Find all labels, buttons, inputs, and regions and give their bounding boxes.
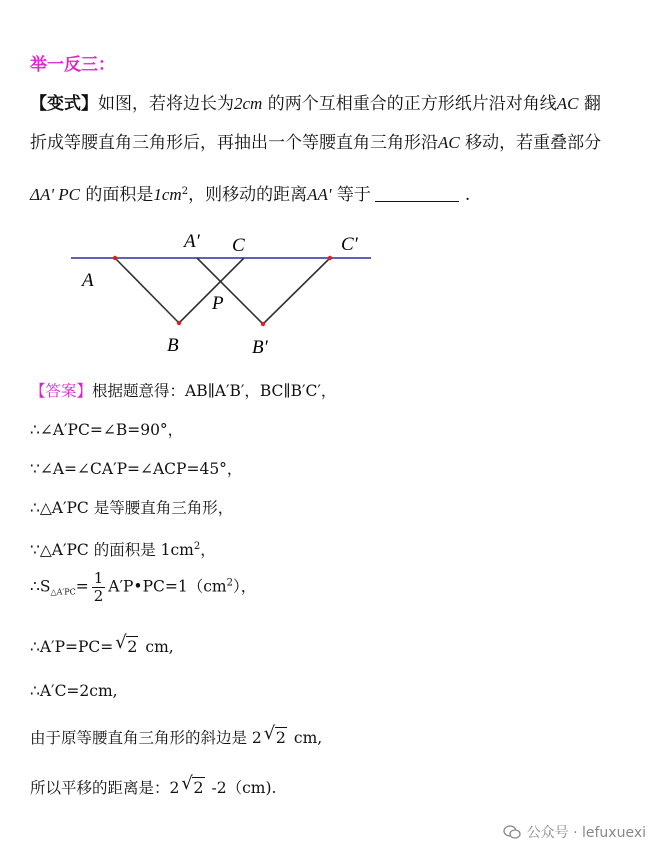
geometry-diagram [0, 225, 662, 365]
answer-blank[interactable] [375, 185, 459, 202]
watermark [503, 822, 646, 842]
answer-label: 【答案】 [30, 382, 93, 400]
answer-text: cm, [140, 638, 174, 656]
math-number: 1 [153, 185, 162, 204]
sqrt-two [263, 723, 287, 748]
answer-line-6 [30, 570, 256, 605]
question-text: 如图，若将边长为 [98, 94, 234, 114]
label-P: P [212, 293, 224, 314]
wechat-icon [503, 825, 521, 839]
radicand: 2 [193, 778, 204, 797]
sqrt-two [115, 632, 138, 657]
answer-text: A′P•PC=1（cm [108, 577, 227, 596]
fraction-one-half [92, 570, 106, 605]
answer-line-1 [30, 381, 336, 401]
answer-text: 由于原等腰直角三角形的斜边是 2 [30, 729, 262, 747]
answer-line-8: ∴A′C=2cm, [30, 682, 118, 700]
segment-B-prime-C-prime [263, 258, 330, 324]
answer-text: ∵△A′PC 的面积是 1cm [30, 541, 194, 559]
answer-text: ）， [232, 577, 257, 596]
answer-text: cm, [288, 729, 323, 747]
math-exponent: 2 [226, 577, 233, 589]
segment-AB [115, 258, 179, 323]
answer-line-9 [30, 723, 323, 748]
answer-text: 所以平移的距离是：2 [30, 779, 180, 797]
radical-sign: √ [115, 632, 127, 653]
radical-sign: √ [181, 773, 193, 794]
answer-line-4: ∴△A′PC 是等腰直角三角形， [30, 499, 234, 517]
math-unit: cm [161, 185, 182, 204]
answer-text: = [75, 577, 89, 596]
answer-text: ∴A′P=PC= [30, 638, 114, 656]
question-line-3 [30, 181, 470, 206]
math-subscript: △A′PC [50, 587, 76, 597]
question-text: 折成等腰直角三角形后，再抽出一个等腰直角三角形沿 [30, 133, 438, 153]
label-A-prime: A′ [184, 231, 200, 252]
answer-line-3: ∵∠A=∠CA′P=∠ACP=45°， [30, 460, 243, 478]
answer-line-7 [30, 632, 174, 657]
watermark-text: 公众号 · lefuxuexi [526, 825, 646, 841]
variant-label: 【变式】 [30, 94, 98, 114]
question-text: 等于 [331, 185, 371, 205]
question-text: 的面积是 [79, 185, 154, 205]
math-triangle: ΔA' PC [30, 185, 80, 204]
question-text: 翻 [578, 94, 601, 114]
label-B-prime: B′ [252, 337, 268, 358]
answer-line-10 [30, 773, 277, 798]
math-segment: AC [556, 94, 579, 113]
label-A: A [82, 270, 94, 291]
question-line-1 [30, 93, 601, 115]
question-line-2 [30, 132, 601, 154]
answer-line-2: ∴∠A′PC=∠B=90°， [30, 421, 184, 439]
question-text: ，则移动的距离 [188, 185, 308, 205]
answer-text: 根据题意得：AB∥A′B′，BC∥B′C′， [92, 382, 337, 400]
point-C-prime [328, 256, 332, 260]
point-B [177, 321, 181, 325]
answer-text: ， [200, 541, 216, 559]
answer-text: ∴S [30, 577, 51, 596]
radicand: 2 [127, 637, 138, 656]
segment-A-prime-B-prime [197, 258, 263, 324]
radical-sign: √ [263, 723, 276, 744]
label-C-prime: C′ [341, 234, 358, 255]
math-exponent: 2 [181, 186, 189, 197]
fraction-numerator: 1 [93, 569, 104, 587]
answer-text: -2（cm). [206, 779, 277, 797]
section-title: 举一反三： [30, 55, 115, 75]
label-B: B [167, 335, 179, 356]
radicand: 2 [275, 728, 286, 747]
math-segment: AA' [307, 185, 332, 204]
answer-line-5 [30, 537, 216, 560]
math-number: 2 [234, 94, 243, 113]
label-C: C [232, 235, 245, 256]
math-unit: cm [242, 94, 263, 113]
question-text: 移动，若重叠部分 [459, 133, 602, 153]
fraction-denominator: 2 [93, 587, 104, 605]
math-segment: AC [438, 133, 460, 152]
point-A [113, 256, 117, 260]
question-text: 的两个互相重合的正方形纸片沿对角线 [262, 94, 557, 114]
question-text: . [464, 185, 471, 205]
point-B-prime [261, 322, 265, 326]
sqrt-two [181, 773, 204, 798]
math-exponent: 2 [193, 541, 201, 552]
